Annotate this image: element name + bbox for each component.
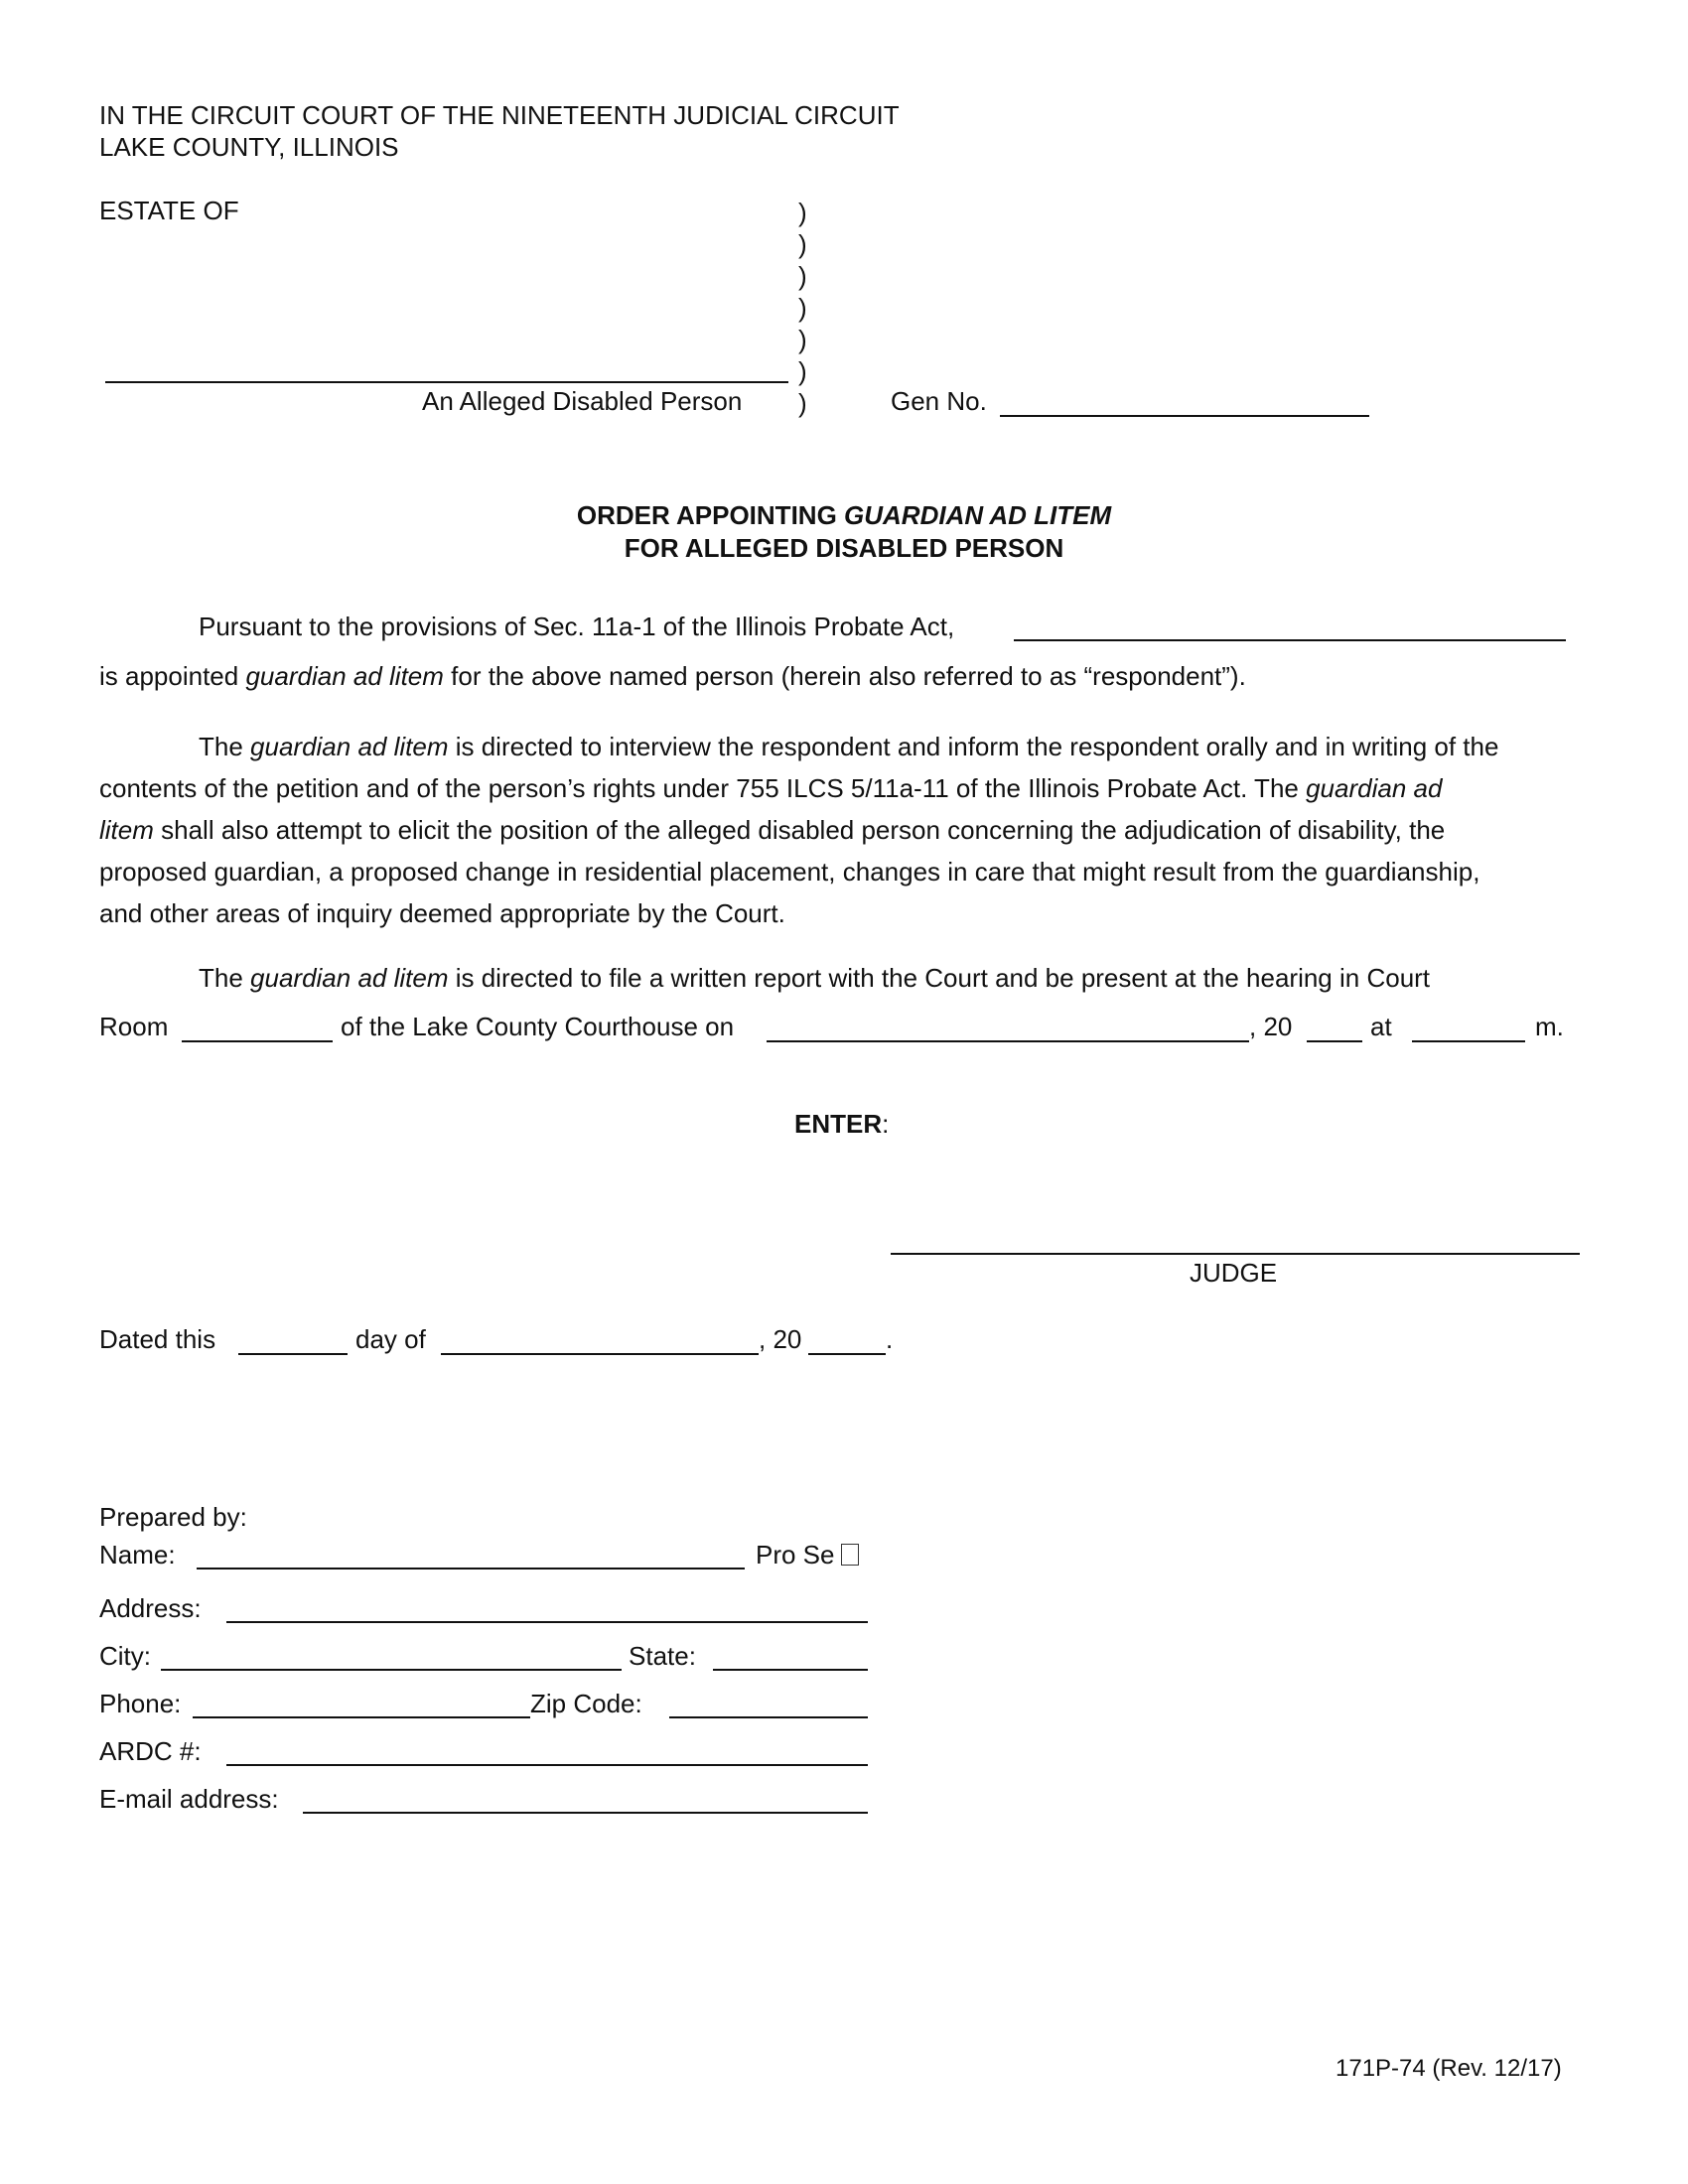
- dated-year-prefix: , 20: [759, 1324, 802, 1354]
- at-label: at: [1370, 1012, 1392, 1041]
- hearing-time-field[interactable]: [1412, 1040, 1525, 1042]
- form-number: 171P-74 (Rev. 12/17): [1336, 2055, 1562, 2082]
- para2-l2b: guardian ad: [1306, 773, 1443, 803]
- state-label: State:: [629, 1641, 696, 1671]
- order-title-line2: FOR ALLEGED DISABLED PERSON: [624, 533, 1064, 563]
- judge-label: JUDGE: [1190, 1258, 1278, 1288]
- caption-paren-2: ): [798, 229, 807, 259]
- zip-field[interactable]: [669, 1716, 868, 1718]
- enter-bold: ENTER: [794, 1109, 883, 1139]
- para2-line5: and other areas of inquiry deemed appropriate by the Court.: [99, 898, 785, 928]
- dated-month-field[interactable]: [441, 1353, 759, 1355]
- state-field[interactable]: [713, 1669, 868, 1671]
- day-of-label: day of: [355, 1324, 426, 1354]
- name-label: Name:: [99, 1540, 176, 1570]
- room-label: Room: [99, 1012, 169, 1041]
- para2-l1a: The: [199, 732, 251, 761]
- address-field[interactable]: [226, 1621, 868, 1623]
- para1-italic: guardian ad litem: [245, 661, 444, 691]
- county-name: LAKE COUNTY, ILLINOIS: [99, 132, 399, 162]
- email-field[interactable]: [303, 1812, 868, 1814]
- para1-text-c: for the above named person (herein also referred to as “respondent”).: [443, 661, 1246, 691]
- judge-signature-line[interactable]: [891, 1253, 1580, 1255]
- pro-se-label: [756, 1539, 859, 1570]
- name-field[interactable]: [197, 1568, 745, 1570]
- title-plain: ORDER APPOINTING: [576, 500, 845, 530]
- dated-this-label: Dated this: [99, 1324, 216, 1354]
- para3-l1c: is directed to file a written report with the Court and be present at the hearing in Court: [448, 963, 1431, 993]
- prepared-by-label: Prepared by:: [99, 1502, 247, 1532]
- court-name: IN THE CIRCUIT COURT OF THE NINETEENTH JUDICIAL CIRCUIT: [99, 100, 900, 130]
- estate-name-field[interactable]: [105, 381, 788, 383]
- gal-name-field[interactable]: [1014, 639, 1566, 641]
- para3-l1b: guardian ad litem: [250, 963, 449, 993]
- dated-day-field[interactable]: [238, 1353, 348, 1355]
- phone-label: Phone:: [99, 1689, 182, 1718]
- para2-l2a: contents of the petition and of the person’s rights under 755 ILCS 5/11a-11 of the Illinois Probate Act. The: [99, 773, 1307, 803]
- email-label: E-mail address:: [99, 1784, 279, 1814]
- room-field[interactable]: [182, 1040, 333, 1042]
- caption-paren-5: ): [798, 325, 807, 354]
- dated-year-field[interactable]: [808, 1353, 886, 1355]
- enter-colon: :: [882, 1109, 890, 1139]
- city-label: City:: [99, 1641, 151, 1671]
- gen-no-label: Gen No.: [891, 386, 987, 416]
- pro-se-checkbox[interactable]: [841, 1544, 859, 1566]
- alleged-person-label: An Alleged Disabled Person: [422, 386, 743, 416]
- para1-line1: Pursuant to the provisions of Sec. 11a-1 of the Illinois Probate Act,: [199, 612, 955, 641]
- hearing-date-field[interactable]: [767, 1040, 1249, 1042]
- title-italic: GUARDIAN AD LITEM: [844, 500, 1112, 530]
- caption-paren-7: ): [798, 388, 807, 418]
- m-label: m.: [1535, 1012, 1564, 1041]
- phone-field[interactable]: [193, 1716, 530, 1718]
- address-label: Address:: [99, 1593, 202, 1623]
- para3-line1: [199, 961, 1430, 995]
- para2-l1b: guardian ad litem: [250, 732, 449, 761]
- para1-line2: [99, 659, 1246, 693]
- city-field[interactable]: [161, 1669, 622, 1671]
- para1-text-a: is appointed: [99, 661, 246, 691]
- para2-line2: [99, 771, 1442, 805]
- enter-label: [794, 1108, 889, 1140]
- pro-se-text: Pro Se: [756, 1540, 835, 1570]
- para2-line1: [199, 730, 1498, 763]
- caption-paren-1: ): [798, 198, 807, 227]
- ardc-field[interactable]: [226, 1764, 868, 1766]
- order-title-line1: [0, 499, 1688, 531]
- hearing-year-field[interactable]: [1307, 1040, 1362, 1042]
- para2-l3a: litem: [99, 815, 154, 845]
- caption-paren-4: ): [798, 293, 807, 323]
- hearing-year-prefix: , 20: [1249, 1012, 1293, 1041]
- zip-label: Zip Code:: [530, 1689, 642, 1718]
- ardc-label: ARDC #:: [99, 1736, 202, 1766]
- gen-no-field[interactable]: [1000, 415, 1369, 417]
- caption-paren-3: ): [798, 261, 807, 291]
- dated-period: .: [886, 1324, 894, 1354]
- para2-l3b: shall also attempt to elicit the position of the alleged disabled person concerning the adjudication of disability, the: [153, 815, 1446, 845]
- para2-line4: proposed guardian, a proposed change in residential placement, changes in care that might result from the guardianship,: [99, 857, 1480, 887]
- caption-paren-6: ): [798, 356, 807, 386]
- para3-l1a: The: [199, 963, 251, 993]
- courthouse-label: of the Lake County Courthouse on: [341, 1012, 735, 1041]
- estate-of-label: ESTATE OF: [99, 196, 239, 225]
- para2-l1c: is directed to interview the respondent and inform the respondent orally and in writing of the: [448, 732, 1499, 761]
- para2-line3: [99, 813, 1445, 847]
